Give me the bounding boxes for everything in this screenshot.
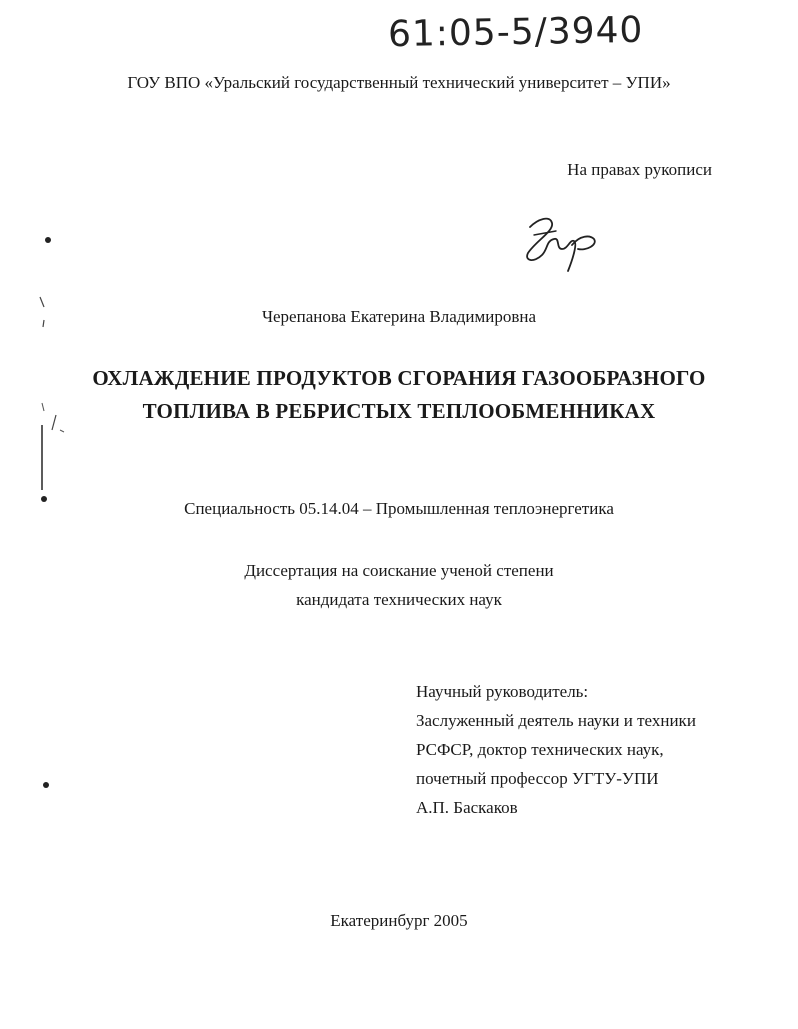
supervisor-title-2: РСФСР, доктор технических наук, [416, 740, 664, 759]
supervisor-block [416, 677, 696, 822]
degree-statement [0, 556, 798, 614]
supervisor-title-1: Заслуженный деятель науки и техники [416, 711, 696, 730]
author-name: Черепанова Екатерина Владимировна [261, 307, 537, 326]
manuscript-rights-note: На правах рукописи [567, 160, 712, 179]
dissertation-title [0, 362, 798, 428]
specialty-line: Специальность 05.14.04 – Промышленная теплоэнергетика [184, 499, 614, 518]
institution-name: ГОУ ВПО «Уральский государственный технический университет – УПИ» [127, 73, 671, 92]
supervisor-title-3: почетный профессор УГТУ-УПИ [416, 769, 659, 788]
city-and-year: Екатеринбург 2005 [330, 911, 468, 930]
signature-scribble [516, 205, 606, 275]
supervisor-heading: Научный руководитель: [416, 682, 589, 701]
degree-line-1: Диссертация на соискание ученой степени [244, 561, 554, 580]
supervisor-name: А.П. Баскаков [416, 798, 518, 817]
archive-code-handwritten: 61:05-5/3940 [387, 9, 644, 56]
title-line-1: ОХЛАЖДЕНИЕ ПРОДУКТОВ СГОРАНИЯ ГАЗООБРАЗНОГО [92, 366, 706, 390]
degree-line-2: кандидата технических наук [296, 590, 502, 609]
title-line-2: ТОПЛИВА В РЕБРИСТЫХ ТЕПЛООБМЕННИКАХ [142, 399, 656, 423]
